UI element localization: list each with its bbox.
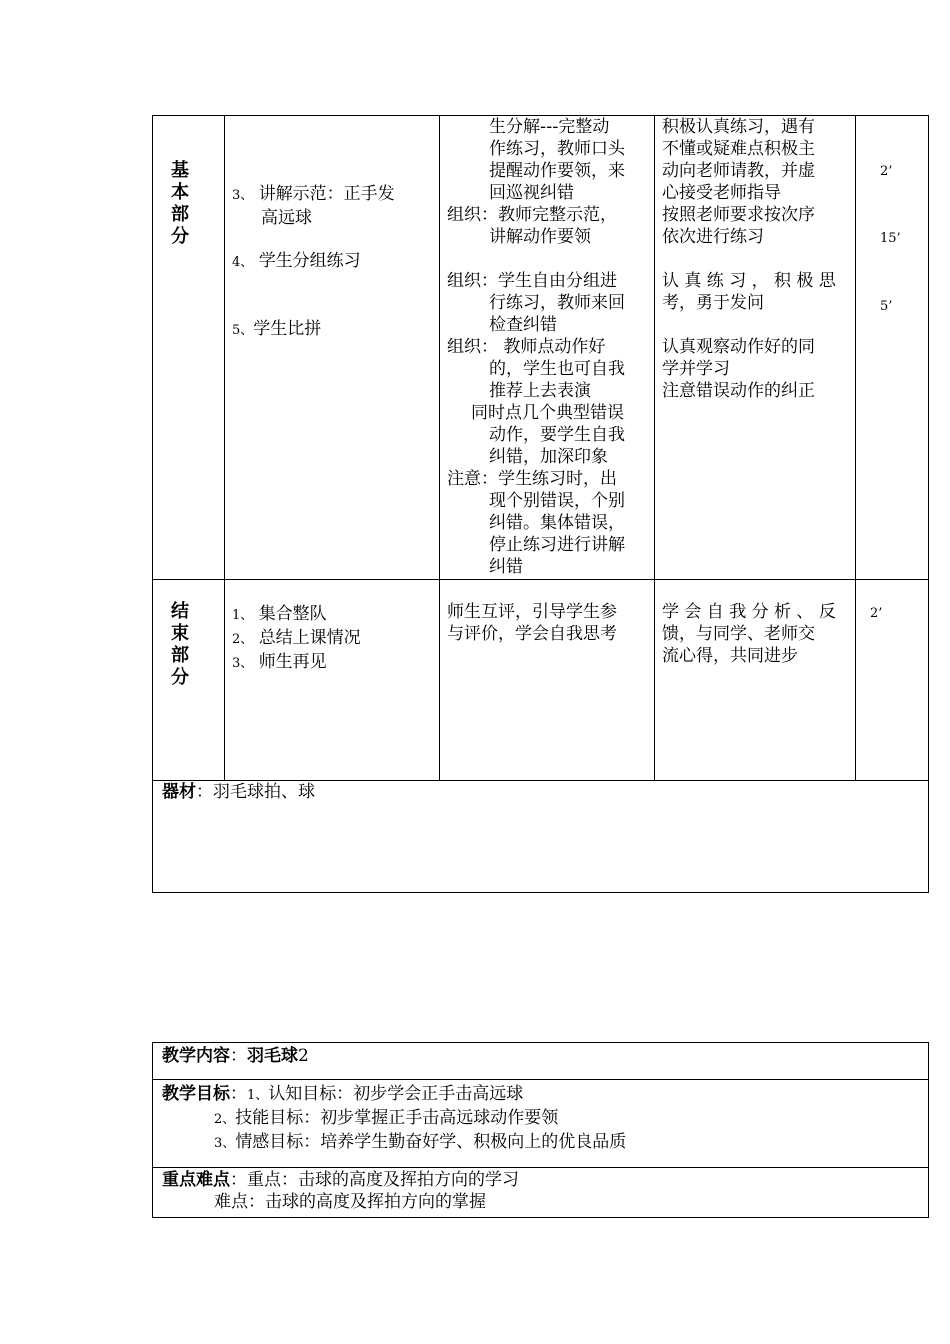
table-border-right xyxy=(928,1042,929,1218)
content-end: 1、 集合整队 2、 总结上课情况 3、 师生再见 xyxy=(232,604,361,672)
table-border-top xyxy=(152,1042,929,1043)
requirements-end: 学 会 自 我 分 析 、 反 馈，与同学、老师交 流心得，共同进步 xyxy=(662,602,836,666)
row-divider xyxy=(152,579,929,580)
lesson-header-table xyxy=(152,1042,929,1218)
organization-basic: 生分解---完整动 作练习，教师口头 提醒动作要领，来 回巡视纠错 组织：教师完整示范， 讲解动作要领 组织：学生自由分组进 行练习，教师来回 检查纠错 组织： 教师点动作好 的，学生也可自我 推荐上去表演 同时点几个典型错误 动作，要学生自我 纠错，加深印象 注意：学生练习时，出 现个别错误，个别 纠错。集体错误， 停止练习进行讲解 纠错 xyxy=(447,117,625,577)
time-value: 5’ xyxy=(880,299,893,314)
content-item-5: 5、学生比拼 xyxy=(232,319,322,339)
col-divider xyxy=(654,115,655,780)
row-divider xyxy=(152,1167,929,1168)
teaching-content: 教学内容：羽毛球2 xyxy=(162,1046,309,1066)
section-title-end: 结 束 部 分 xyxy=(171,601,189,688)
teaching-goals: 教学目标：1、认知目标：初步学会正手击高远球 2、技能目标：初步掌握正手击高远球动作要领 3、情感目标：培养学生勤奋好学、积极向上的优良品质 xyxy=(162,1084,627,1152)
col-divider xyxy=(224,115,225,780)
content-item-4: 4、 学生分组练习 xyxy=(232,251,361,271)
content-item-3: 3、 讲解示范：正手发 高远球 xyxy=(232,184,395,228)
organization-end: 师生互评，引导学生参 与评价，学会自我思考 xyxy=(447,602,617,644)
time-value: 2’ xyxy=(880,164,893,179)
table-border-left xyxy=(152,1042,153,1218)
table-border-bottom xyxy=(152,1217,929,1218)
equipment-row: 器材：羽毛球拍、球 xyxy=(162,782,315,802)
row-divider xyxy=(152,1079,929,1080)
section-title-basic: 基 本 部 分 xyxy=(171,160,189,247)
time-value: 15’ xyxy=(880,231,901,246)
key-difficult-points: 重点难点：重点：击球的高度及挥拍方向的学习 难点：击球的高度及挥拍方向的掌握 xyxy=(162,1170,519,1212)
col-divider xyxy=(439,115,440,780)
table-border-left xyxy=(152,115,153,893)
lesson-plan-table xyxy=(152,115,929,893)
time-value: 2’ xyxy=(870,606,883,621)
table-border-bottom xyxy=(152,892,929,893)
requirements-basic: 积极认真练习，遇有 不懂或疑难点积极主 动向老师请教，并虚 心接受老师指导 按照老师要求按次序 依次进行练习 认 真 练 习 ， 积 极 思 考，勇于发问 认真观察动作好的同 学并学习 注意错误动作的纠正 xyxy=(662,117,836,401)
col-divider xyxy=(855,115,856,780)
table-border-right xyxy=(928,115,929,893)
